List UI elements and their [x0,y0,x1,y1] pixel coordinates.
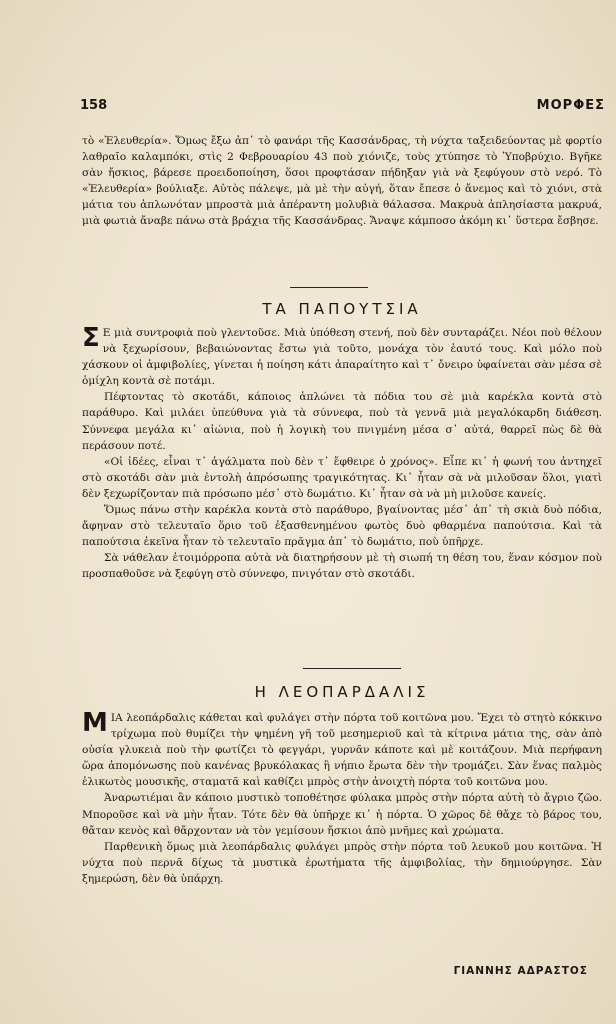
author-signature: ΓΙΑΝΝΗΣ ΑΔΡΑΣΤΟΣ [453,965,588,977]
section-leopardalis-body [82,710,602,887]
section-papoutsia-body [82,325,602,583]
drop-cap: Μ [82,708,108,738]
section-divider [303,668,401,669]
section-divider [290,287,368,288]
intro-paragraph: τὸ «Ἐλευθερία». Ὅμως ἔξω ἀπ᾽ τὸ φανάρι τῆς Κασσάνδρας, τὴ νύχτα ταξειδεύοντας μὲ φορτίο λαθραῖο καλαμπόκι, στὶς 2 Φεβρουαρίου 43 ποὺ χιόνιζε, τοὺς χτύπησε τὸ Ὑποβρύχιο. Βγῆκε σὰν ἤσκιος, βάρεσε προειδοποίηση, ὅσοι προφτάσαν πήδηξαν γιὰ νὰ ξεφύγουν στὸ νερό. Τὸ «Ἐλευθερία» βούλιαξε. Αὐτὸς πάλεψε, μὰ μὲ τὴν αὐγή, ὅταν ἔπεσε ὁ ἄνεμος καὶ τὸ χιόνι, στὰ μάτια του ἁπλωνόταν μπροστὰ μιὰ ἀπέραντη μολυβιὰ θάλασσα. Μακρυὰ ἀπλησίαστα μακρυά, μιὰ φωτιὰ ἄναβε πάνω στὰ βράχια τῆς Κασσάνδρας. Ἄναψε κάμποσο ἀκόμη κι᾽ ὕστερα ἔσβησε. [82,135,602,228]
paragraph-text: Ε μιὰ συντροφιὰ ποὺ γλεντοῦσε. Μιὰ ὑπόθεση στενή, ποὺ δὲν συνταράζει. Νέοι ποὺ θέλουν νὰ ξεχωρίσουν, βεβαιώνοντας ἔστω γιὰ τοῦτο, μονάχα τὸν ἑαυτό τους. Καὶ μόλο ποὺ χάσκουν οἱ ἀμφιβολίες, γίνεται ἡ ποίηση κάτι ἀπαραίτητο καὶ τ᾽ ὄνειρο ὑφαίνεται σὰν μέσα σὲ ὁμίχλη κοντὰ σὲ ποτάμι. [82,327,602,388]
paragraph: «Οἱ ἰδέες, εἶναι τ᾽ ἀγάλματα ποὺ δὲν τ᾽ ἔφθειρε ὁ χρόνος». Εἶπε κι᾽ ἡ φωνή του ἀντηχεῖ στὸ σκοτάδι σὰν μιὰ ἐντολὴ ἀπρόσωπης τραγικότητας. Κι᾽ ἦταν σὰ νὰ μιλοῦσαν ὅλοι, γιατὶ δὲν ξεχωρίζονταν πιὰ πρόσωπο μέσ᾽ στὸ δωμάτιο. Κι᾽ ἦταν σὰ νὰ μὴ μιλοῦσε κανείς. [82,455,602,500]
intro-text [82,133,602,230]
section-title-leopardalis: Η ΛΕΟΠΑΡΔΑΛΙΣ [254,683,430,701]
paragraph [82,710,602,790]
paragraph: Ὅμως πάνω στὴν καρέκλα κοντὰ στὸ παράθυρο, βγαίνοντας μέσ᾽ ἀπ᾽ τὴ σκιὰ δυὸ πόδια, ἄφηναν στὸ τελευταῖο ὅριο τοῦ ἐξασθενημένου φωτὸς δυὸ φθαρμένα παπούτσια. Καὶ τὰ παπούτσια ἐκεῖνα ἦταν τὸ τελευταῖο πρᾶγμα ἀπ᾽ τὸ δωμάτιο, ποὺ ὑπῆρχε. [82,504,602,549]
paragraph [82,325,602,389]
paragraph: Πέφτοντας τὸ σκοτάδι, κάποιος ἁπλώνει τὰ πόδια του σὲ μιὰ καρέκλα κοντὰ στὸ παράθυρο. Καὶ μιλάει ὑπεύθυνα γιὰ τὰ σύννεφα, ποὺ τὰ γεννᾶ μιὰ μεγαλόκαρδη διάθεση. Σύννεφα μεγάλα κι᾽ αἰώνια, ποὺ ἡ λογικὴ του πνιγμένη μέσα σ᾽ αὐτά, θαρρεῖ πὼς δὲ θὰ περάσουν ποτέ. [82,391,602,452]
paragraph: Παρθενικὴ ὅμως μιὰ λεοπάρδαλις φυλάγει μπρὸς στὴν πόρτα τοῦ λευκοῦ μου κοιτῶνα. Ἡ νύχτα ποὺ περνᾶ δίχως τὰ μυστικὰ ἐρωτήματα τῆς ἀμφιβολίας, τὴν δημιούργησε. Σὰν ξημερώση, δὲν θὰ ὑπάρχη. [82,840,602,885]
page-number: 158 [80,98,108,113]
paragraph-text: ΙΑ λεοπάρδαλις κάθεται καὶ φυλάγει στὴν πόρτα τοῦ κοιτῶνα μου. Ἔχει τὸ στητὸ κόκκινο τρίχωμα ποὺ θυμίζει τὴν ψημένη γῆ τοῦ μεσημεριοῦ καὶ τὰ κίτρινα μάτια της, σὰν ἀπὸ οὐσία γλυκειὰ ποὺ τὴν φωτίζει τὸ φεγγάρι, γυρνᾶν κάποτε καὶ μὲ κοιτάζουν. Μιὰ περήφανη ὥρα ἀπομόνωσης ποὺ κανένας βρυκόλακας ἢ νήπιο ἔρωτα δὲν τὴν τρομάζει. Σὰν ἕνας παλμὸς ἐλικωτὸς μουσικῆς, σταματᾶ καὶ καθίζει μπρὸς στὴν ἀνοιχτὴ πόρτα τοῦ κοιτῶνα μου. [82,712,602,789]
section-title-papoutsia: ΤΑ ΠΑΠΟΥΤΣΙΑ [262,300,422,318]
journal-title: ΜΟΡΦΕΣ [536,98,605,113]
paragraph: Ἀναρωτιέμαι ἂν κάποιο μυστικὸ τοποθέτησε φύλακα μπρὸς στὴν πόρτα αὐτὴ τὸ ἄγριο ζῶο. Μποροῦσε καὶ νὰ μὴν ἦταν. Τότε δὲν θὰ ὑπῆρχε κι᾽ ἡ πόρτα. Ὁ χῶρος δὲ θἄχε τὸ βάρος του, θἄταν κενὸς καὶ θἄρχονταν νὰ τὸν γεμίσουν ἤσκιοι ἀπὸ μνῆμες καὶ χρώματα. [82,792,602,837]
drop-cap: Σ [82,323,100,353]
paragraph: Σὰ νάθελαν ἑτοιμόρροπα αὐτὰ νὰ διατηρήσουν μὲ τὴ σιωπή τη θέση του, ἕναν κόσμον ποὺ προσπαθοῦσε νὰ ξεφύγη στὸ σύννεφο, πνιγόταν στὸ σκοτάδι. [82,552,602,581]
